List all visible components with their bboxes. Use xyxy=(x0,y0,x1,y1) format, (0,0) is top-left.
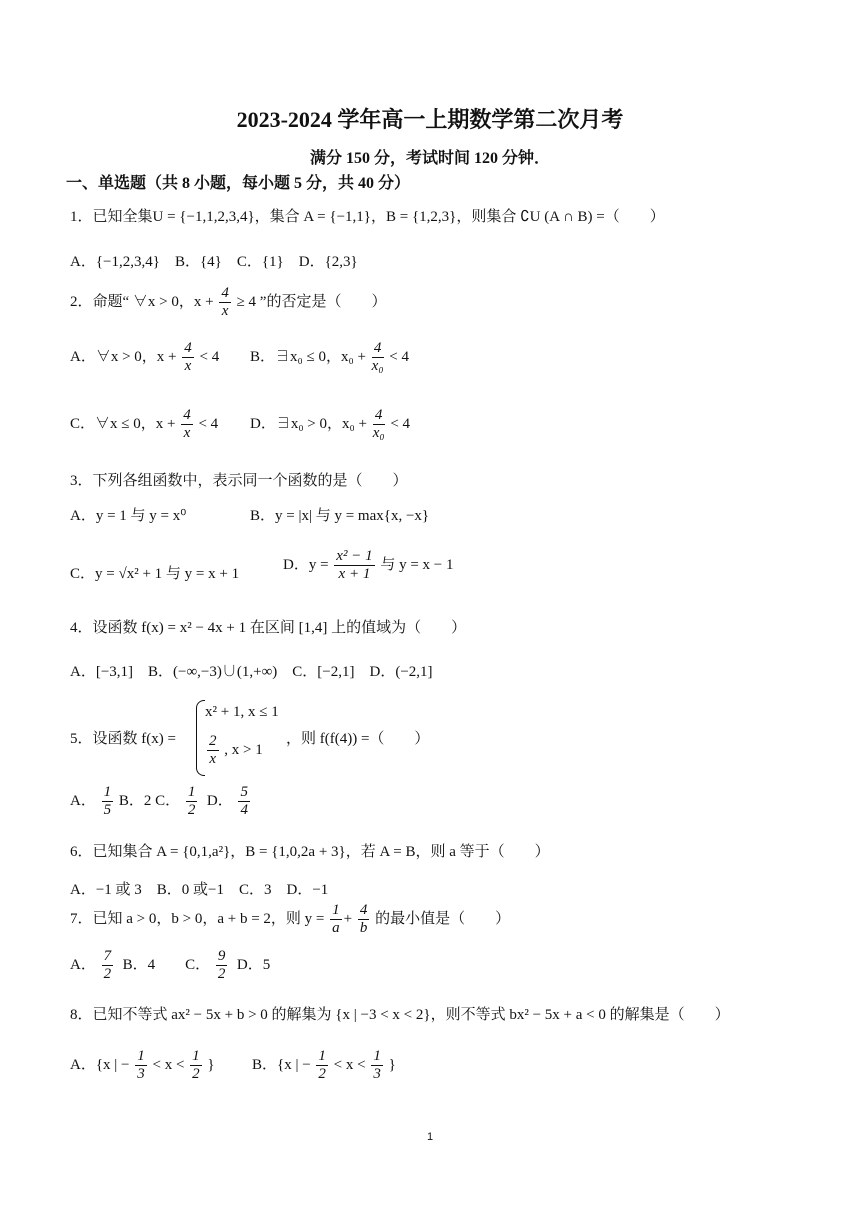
q2-option-a: A．∀x > 0，x + $\frac{4}{x}$ < 4 xyxy=(70,340,220,374)
fraction: $\frac{1}{3}$ xyxy=(137,1048,145,1082)
q2-option-d: D．∃x₀ > 0，x₀ + $\frac{4}{\text{x₀}}$ < 4 xyxy=(250,407,411,441)
exam-subtitle: 满分 150 分，考试时间 120 分钟． xyxy=(309,150,550,167)
q1-options: A．{−1,2,3,4} B．{4} C．{1} D．{2,3} xyxy=(70,254,358,270)
fraction: $\frac{4}{x}$ xyxy=(221,285,229,319)
q2-option-b: B．∃x₀ ≤ 0，x₀ + $\frac{4}{\text{x₀}}$ < 4 xyxy=(250,340,409,374)
fraction: $\frac{1}{2}$ xyxy=(318,1048,326,1082)
fraction: $\frac{4}{x}$ xyxy=(183,407,191,441)
q2-stem: 2．命题“ ∀x > 0，x + $\frac{4}{x}$ ≥ 4 ”的否定是（ ） xyxy=(70,285,387,319)
q8-option-b: B．{x | − $\frac{1}{2}$ < x < $\frac{1}{3}$ } xyxy=(252,1048,396,1082)
fraction: $\frac{4}{b}$ xyxy=(359,902,368,936)
fraction: $\frac{1}{2}$ xyxy=(192,1048,200,1082)
fraction: $\frac{4}{\text{x₀}}$ xyxy=(371,340,384,374)
q3-option-a: A．y = 1 与 y = x⁰ xyxy=(70,508,187,524)
q7-options: A． $\frac{7}{2}$ B．4 C． $\frac{9}{2}$ D．5 xyxy=(70,948,271,982)
q3-option-d: D．y = $\frac{\text{x² − 1}}{x + 1}$ 与 y = x − 1 xyxy=(283,548,454,582)
q4-stem: 4．设函数 f(x) = x² − 4x + 1 在区间 [1,4] 上的值域为（ ） xyxy=(70,620,467,636)
q8-stem: 8．已知不等式 ax² − 5x + b > 0 的解集为 {x | −3 < x < 2}，则不等式 bx² − 5x + a < 0 的解集是（ ） xyxy=(70,1007,730,1023)
q8-option-a: A．{x | − $\frac{1}{3}$ < x < $\frac{1}{2}$ } xyxy=(70,1048,215,1082)
q5-case-1: x² + 1, x ≤ 1 xyxy=(205,704,279,720)
q3-option-b: B．y = |x| 与 y = max{x, −x} xyxy=(250,508,430,524)
fraction: $\frac{1}{2}$ xyxy=(187,784,196,818)
fraction: $\frac{1}{a}$ xyxy=(332,902,340,936)
fraction: $\frac{9}{2}$ xyxy=(217,948,226,982)
section-heading: 一、单选题（共 8 小题，每小题 5 分，共 40 分） xyxy=(66,175,411,192)
q6-options: A．−1 或 3 B．0 或−1 C．3 D．−1 xyxy=(70,882,329,898)
fraction: $\frac{7}{2}$ xyxy=(103,948,112,982)
q1-stem: 1．已知全集U = {−1,1,2,3,4}，集合 A = {−1,1}，B = {1,2,3}，则集合 ∁U (A ∩ B) =（ ） xyxy=(70,209,665,225)
q6-stem: 6．已知集合 A = {0,1,a²}，B = {1,0,2a + 3}，若 A = B，则 a 等于（ ） xyxy=(70,844,550,860)
q4-options: A．[−3,1] B．(−∞,−3)∪(1,+∞) C．[−2,1] D．(−2,1] xyxy=(70,664,433,680)
fraction: $\frac{4}{x}$ xyxy=(184,340,192,374)
q5-case-2: $\frac{2}{x}$ , x > 1 xyxy=(209,733,263,767)
q3-option-c: C．y = √x² + 1 与 y = x + 1 xyxy=(70,566,240,582)
exam-title: 2023-2024 学年高一上期数学第二次月考 xyxy=(236,107,624,132)
fraction: $\frac{1}{5}$ xyxy=(103,784,112,818)
fraction: $\frac{5}{4}$ xyxy=(240,784,248,818)
fraction: $\frac{2}{x}$ xyxy=(209,733,217,767)
q3-stem: 3．下列各组函数中，表示同一个函数的是（ ） xyxy=(70,473,408,489)
fraction: $\frac{\text{x² − 1}}{x + 1}$ xyxy=(336,548,373,582)
page-number: 1 xyxy=(426,1131,434,1143)
fraction: $\frac{4}{\text{x₀}}$ xyxy=(372,407,385,441)
piecewise-brace xyxy=(196,700,205,776)
fraction: $\frac{1}{3}$ xyxy=(373,1048,381,1082)
q2-option-c: C．∀x ≤ 0，x + $\frac{4}{x}$ < 4 xyxy=(70,407,219,441)
q5-options: A． $\frac{1}{5}$ B．2 C． $\frac{1}{2}$ D． $\frac{5}{4}$ xyxy=(70,784,248,818)
q5-stem-suffix: ，则 f(f(4)) =（ ） xyxy=(286,731,430,747)
q5-stem-prefix: 5．设函数 f(x) = xyxy=(70,731,176,747)
q7-stem: 7．已知 a > 0，b > 0，a + b = 2，则 y = $\frac{1}{a}$ + $\frac{4}{b}$ 的最小值是（ ） xyxy=(70,902,511,936)
